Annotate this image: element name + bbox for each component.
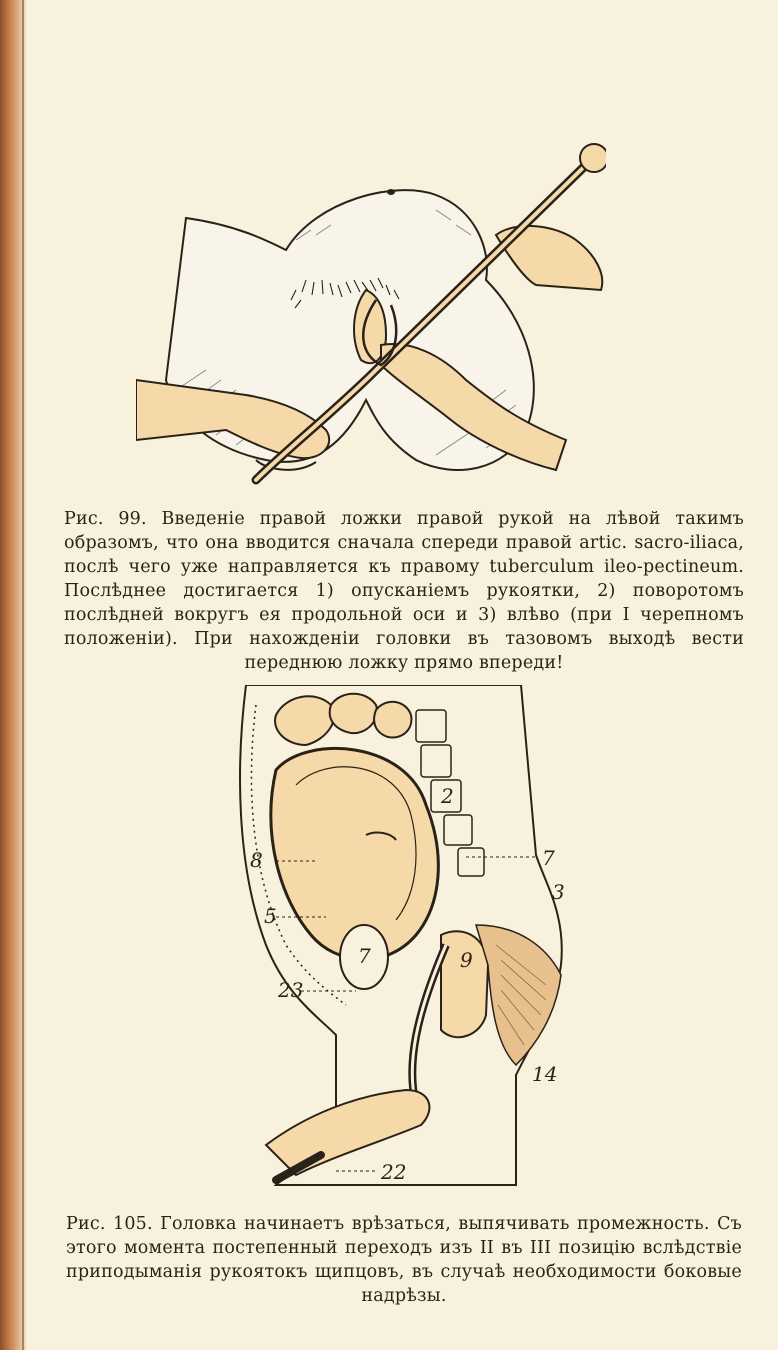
label-8: 8 [250, 848, 263, 872]
figure-105-caption: Рис. 105. Головка начинаетъ врѣзаться, выпячивать промежность. Съ этого момента постепенный переходъ изъ II въ III позицію вслѣдствіе приподыманія рукоятокъ щипцовъ, въ случаѣ необходимости боковые надрѣзы. [66, 1214, 742, 1306]
label-7-bladder: 7 [358, 944, 371, 968]
figure-99-illustration [136, 140, 606, 500]
label-9: 9 [460, 948, 473, 972]
label-14: 14 [532, 1062, 558, 1086]
spine-fold-line [22, 0, 24, 1350]
label-22: 22 [381, 1160, 407, 1184]
book-page [26, 0, 778, 1350]
label-3: 3 [552, 880, 565, 904]
label-5: 5 [264, 904, 277, 928]
figure-105-illustration [216, 685, 586, 1205]
label-23: 23 [278, 978, 304, 1002]
label-2: 2 [441, 784, 454, 808]
figure-99-caption: Рис. 99. Введеніе правой ложки правой рукой на лѣвой такимъ образомъ, что она вводится сначала спереди правой artic. sacro-iliaca, послѣ чего уже направляется къ правому tuberculum ileo-pectineum. Послѣднее достигается 1) опусканіемъ рукоятки, 2) поворотомъ послѣдней вокругъ ея продольной оси и 3) влѣво (при I черепномъ положеніи). При нахожденіи головки въ тазовомъ выходѣ вести переднюю ложку прямо впереди! [64, 509, 744, 673]
forceps-application-icon [136, 140, 606, 500]
label-7-right: 7 [542, 846, 555, 870]
sagittal-pelvis-icon [216, 685, 586, 1205]
